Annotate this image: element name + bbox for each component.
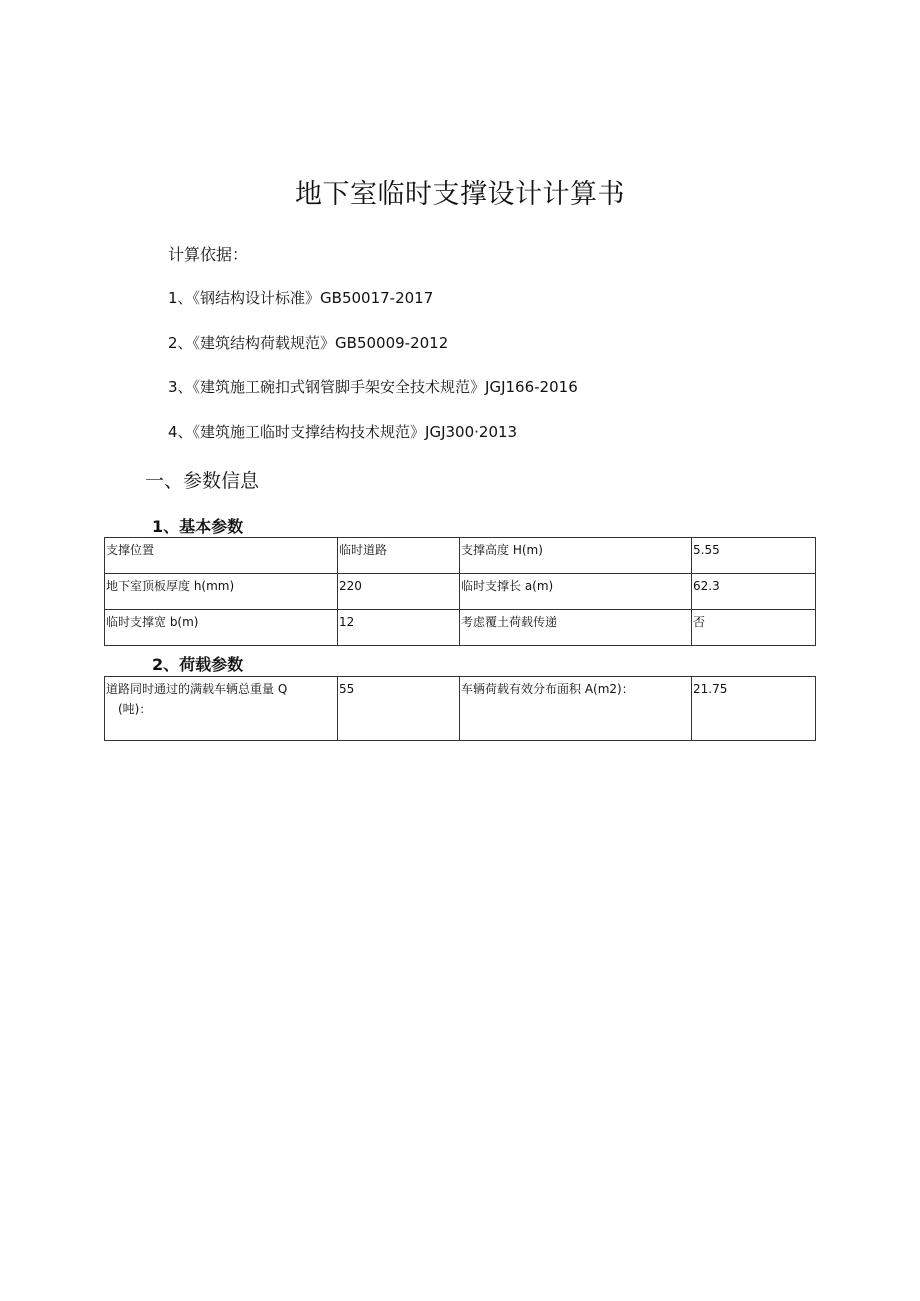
document-title: 地下室临时支撑设计计算书	[295, 179, 625, 210]
table-cell: 5.55	[692, 538, 816, 574]
table-row	[105, 677, 816, 741]
basic-parameters-table	[104, 537, 816, 646]
table-cell: 临时支撑宽 b(m)	[105, 610, 338, 646]
section-heading-parameters: 一、参数信息	[145, 470, 260, 492]
table-cell: 否	[692, 610, 816, 646]
basis-item-4: 4、《建筑施工临时支撑结构技术规范》JGJ300·2013	[168, 423, 518, 441]
vehicle-weight-label-line1: 道路同时通过的满载车辆总重量 Q	[106, 682, 288, 696]
table-row	[105, 538, 816, 574]
table-row	[105, 610, 816, 646]
table-cell: 21.75	[692, 677, 816, 741]
load-parameters-table	[104, 676, 816, 741]
table-cell: 考虑覆土荷载传递	[460, 610, 692, 646]
table-cell: 220	[338, 574, 460, 610]
table-cell: 地下室顶板厚度 h(mm)	[105, 574, 338, 610]
table-cell: 临时支撑长 a(m)	[460, 574, 692, 610]
vehicle-weight-label-line2: (吨)：	[118, 702, 152, 716]
table-cell: 支撑位置	[105, 538, 338, 574]
basis-item-3: 3、《建筑施工碗扣式钢管脚手架安全技术规范》JGJ166-2016	[168, 378, 578, 396]
subsection-heading-load: 2、荷载参数	[152, 655, 244, 674]
table-cell	[105, 677, 338, 741]
table-cell: 支撑高度 H(m)	[460, 538, 692, 574]
subsection-heading-basic: 1、基本参数	[152, 517, 244, 536]
table-cell: 12	[338, 610, 460, 646]
basis-item-2: 2、《建筑结构荷载规范》GB50009-2012	[168, 334, 449, 352]
basis-heading: 计算依据：	[168, 245, 249, 264]
table-cell: 临时道路	[338, 538, 460, 574]
table-cell: 车辆荷载有效分布面积 A(m2)：	[460, 677, 692, 741]
table-row	[105, 574, 816, 610]
table-cell: 55	[338, 677, 460, 741]
basis-item-1: 1、《钢结构设计标准》GB50017-2017	[168, 289, 434, 307]
table-cell: 62.3	[692, 574, 816, 610]
